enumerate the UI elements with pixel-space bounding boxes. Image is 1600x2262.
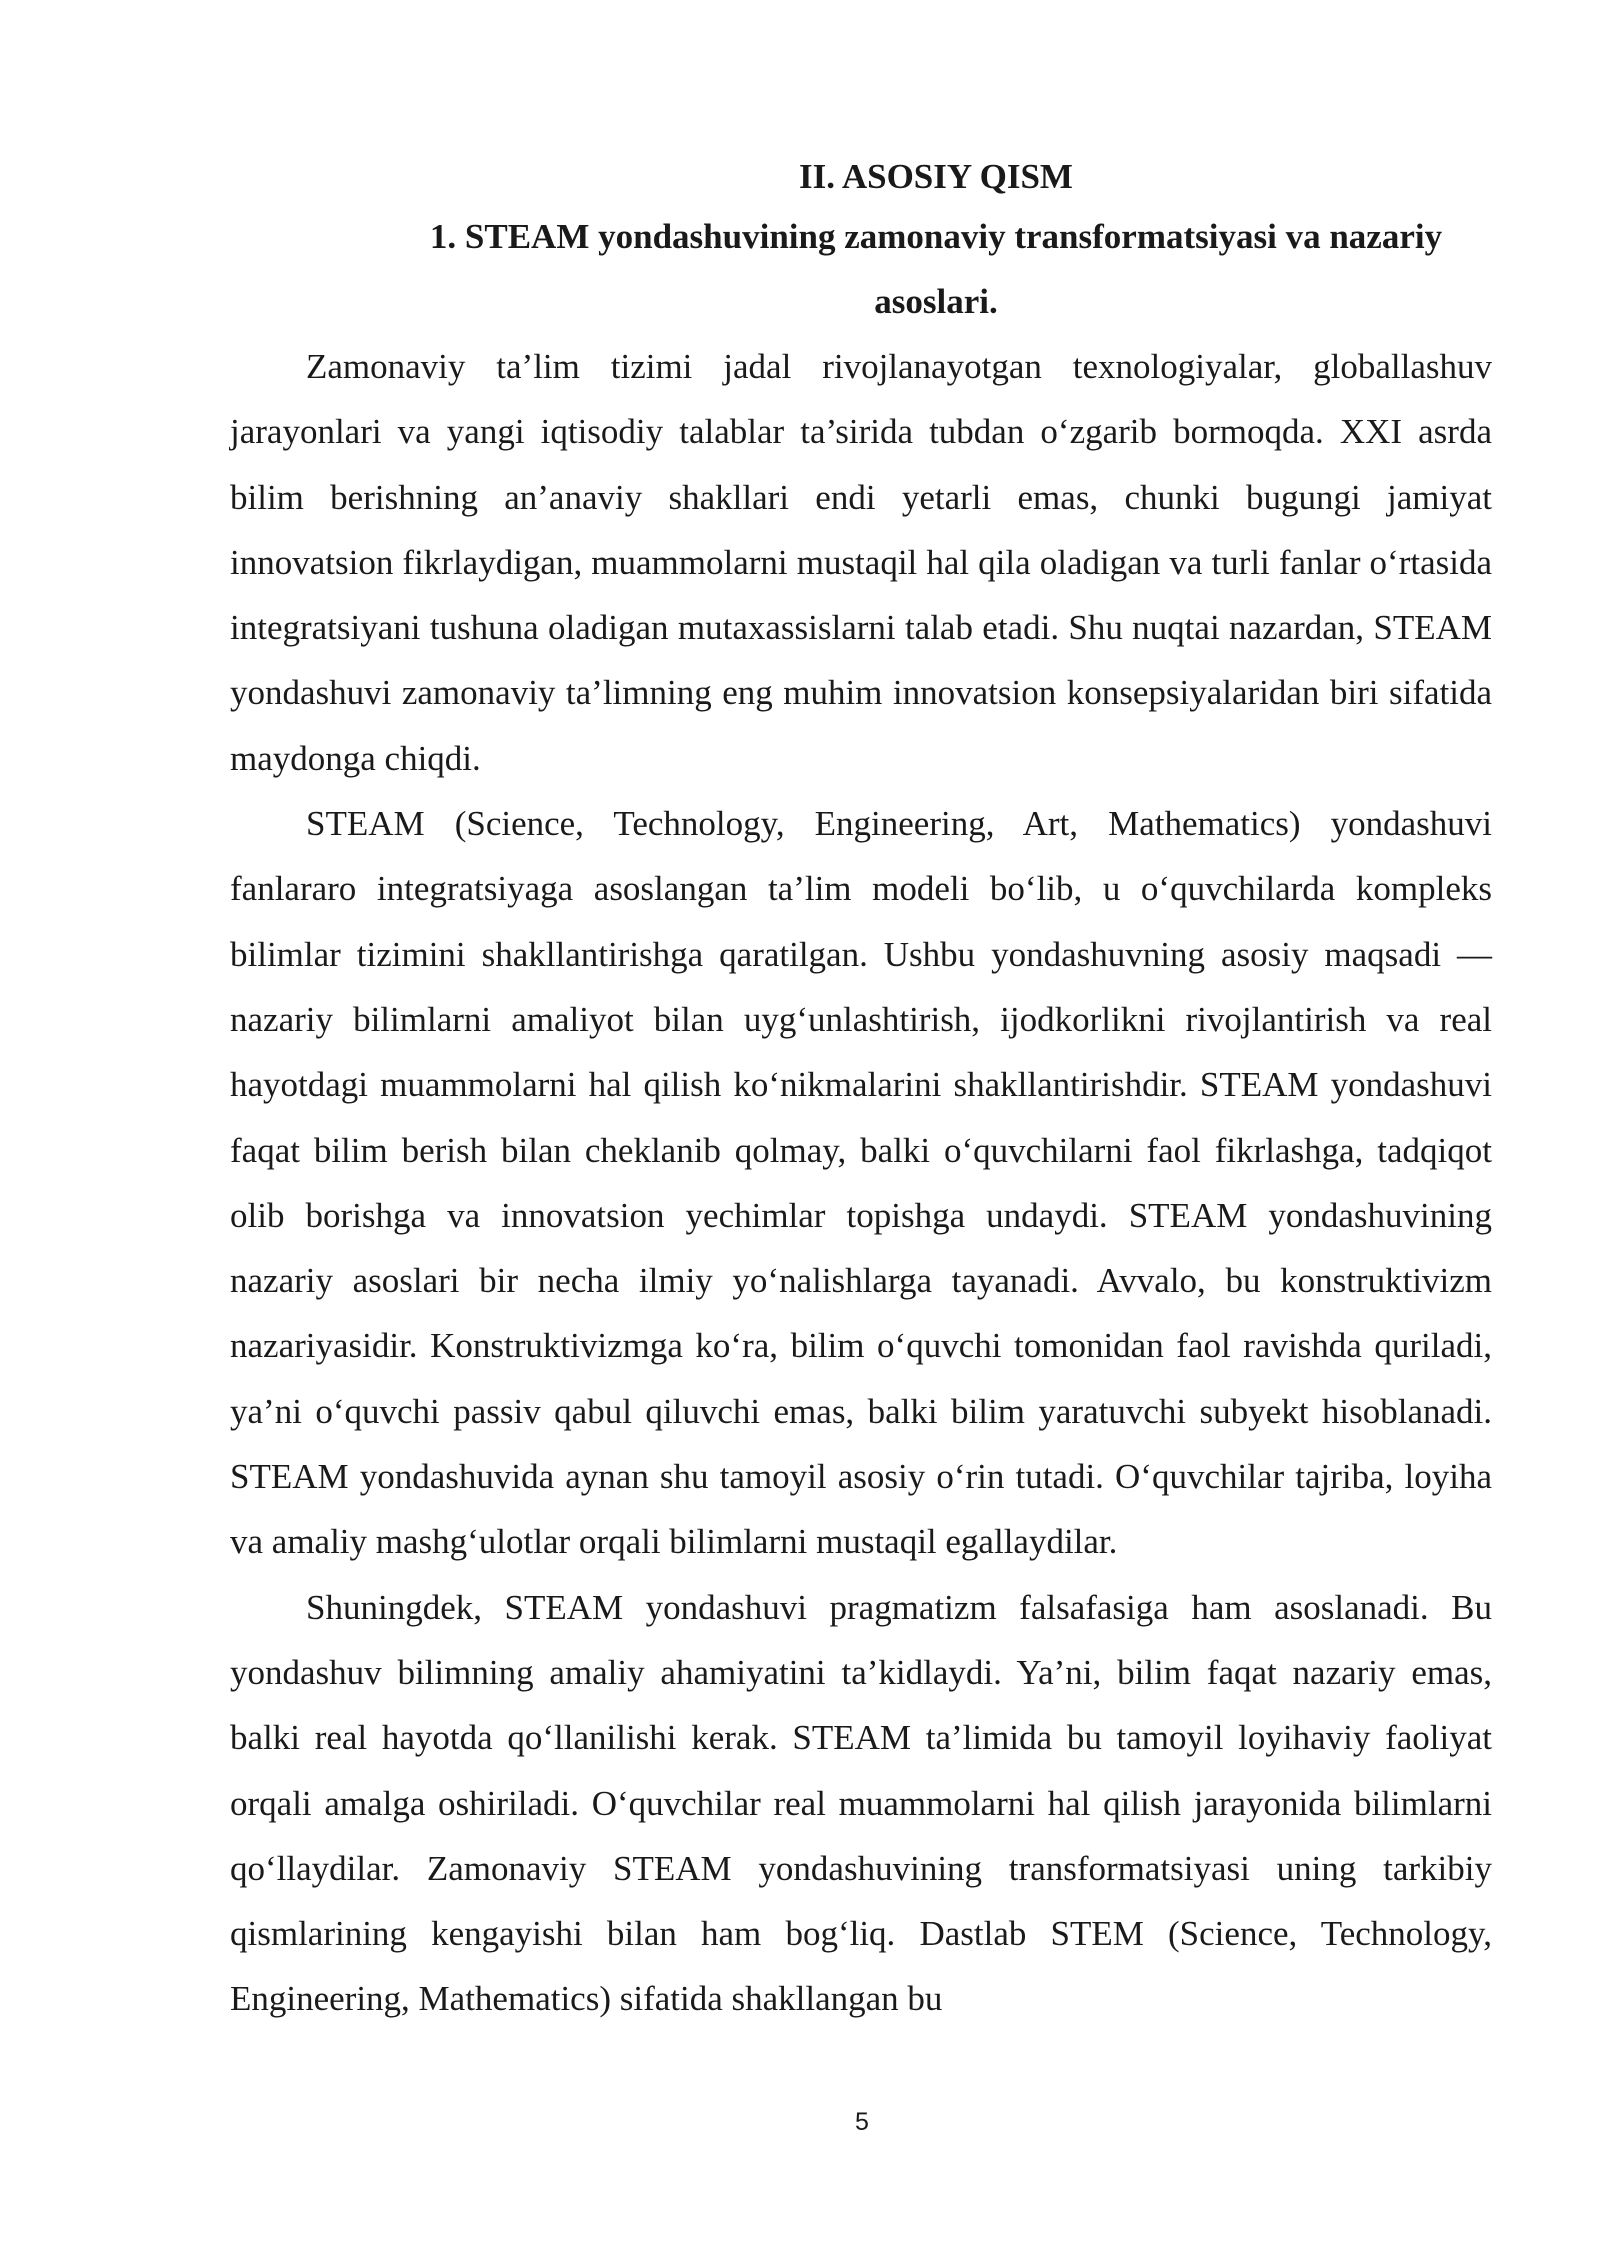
subsection-title: 1. STEAM yondashuvining zamonaviy transformatsiyasi va nazariy asoslari. xyxy=(429,217,1443,321)
page-number: 5 xyxy=(855,2108,869,2136)
paragraph: STEAM (Science, Technology, Engineering, Art, Mathematics) yondashuvi fanlararo integratsiyaga asoslangan ta’lim modeli bo‘lib, u o‘quvchilarda kompleks bilimlar tizimini shakllantirishga qaratilgan. Ushbu yondashuvning asosiy maqsadi — nazariy bilimlarni amaliyot bilan uyg‘unlashtirish, ijodkorlikni rivojlantirish va real hayotdagi muammolarni hal qilish ko‘nikmalarini shakllantirishdir. STEAM yondashuvi faqat bilim berish bilan cheklanib qolmay, balki o‘quvchilarni faol fikrlashga, tadqiqot olib borishga va innovatsion yechimlar topishga undaydi. STEAM yondashuvining nazariy asoslari bir necha ilmiy yo‘nalishlarga tayanadi. Avvalo, bu konstruktivizm nazariyasidir. Konstruktivizmga ko‘ra, bilim o‘quvchi tomonidan faol ravishda quriladi, ya’ni o‘quvchi passiv qabul qiluvchi emas, balki bilim yaratuvchi subyekt hisoblanadi. STEAM yondashuvida aynan shu tamoyil asosiy o‘rin tutadi. O‘quvchilar tajriba, loyiha va amaliy mashg‘ulotlar orqali bilimlarni mustaqil egallaydilar. xyxy=(230,804,1492,1562)
paragraph: Shuningdek, STEAM yondashuvi pragmatizm falsafasiga ham asoslanadi. Bu yondashuv bilimning amaliy ahamiyatini ta’kidlaydi. Ya’ni, bilim faqat nazariy emas, balki real hayotda qo‘llanilishi kerak. STEAM ta’limida bu tamoyil loyihaviy faoliyat orqali amalga oshiriladi. O‘quvchilar real muammolarni hal qilish jarayonida bilimlarni qo‘llaydilar. Zamonaviy STEAM yondashuvining transformatsiyasi uning tarkibiy qismlarining kengayishi bilan ham bog‘liq. Dastlab STEM (Science, Technology, Engineering, Mathematics) sifatida shakllangan bu xyxy=(230,1587,1492,2019)
paragraph: Zamonaviy ta’lim tizimi jadal rivojlanayotgan texnologiyalar, globallashuv jarayonlari va yangi iqtisodiy talablar ta’sirida tubdan o‘zgarib bormoqda. XXI asrda bilim berishning an’anaviy shakllari endi yetarli emas, chunki bugungi jamiyat innovatsion fikrlaydigan, muammolarni mustaqil hal qila oladigan va turli fanlar o‘rtasida integratsiyani tushuna oladigan mutaxassislarni talab etadi. Shu nuqtai nazardan, STEAM yondashuvi zamonaviy ta’limning eng muhim innovatsion konsepsiyalaridan biri sifatida maydonga chiqdi. xyxy=(230,347,1492,778)
section-title: II. ASOSIY QISM xyxy=(799,157,1073,196)
page-content xyxy=(230,150,1492,2032)
